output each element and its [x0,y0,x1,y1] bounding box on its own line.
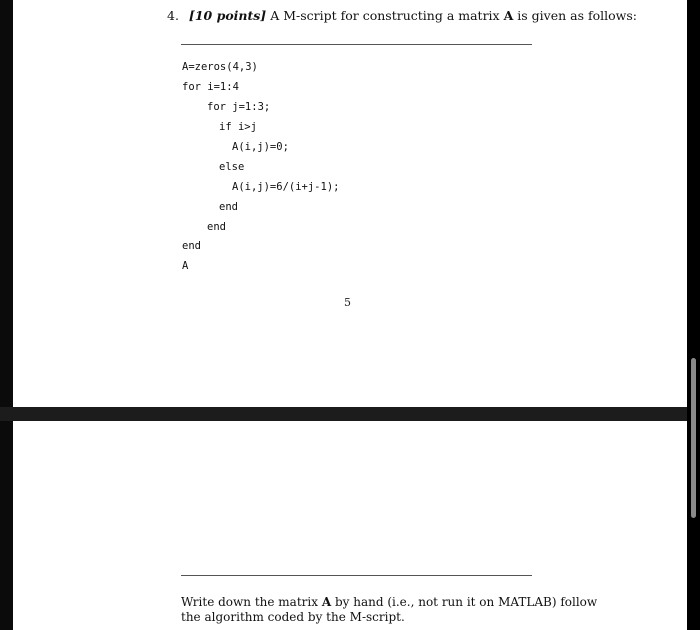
code-line: else [219,161,245,173]
code-line: end [219,201,238,213]
instruction-text-2: by hand (i.e., not run it on MATLAB) follow [334,595,598,609]
instruction-paragraph [181,595,598,625]
question-number: 4. [167,8,179,23]
question-matrix-name: A [503,8,514,23]
page-5 [13,0,687,407]
instruction-line-1 [181,595,598,610]
code-line: A=zeros(4,3) [182,61,258,73]
scrollbar-thumb[interactable] [691,358,696,518]
question-text-after: is given as follows: [517,8,637,23]
code-line: if i>j [219,121,257,133]
question-text-before: A M-script for constructing a matrix [270,8,500,23]
instruction-divider [181,575,532,576]
question-points: [10 points] [188,8,267,23]
code-line: A [182,260,189,272]
code-line: for j=1:3; [207,101,271,113]
scrollbar[interactable] [687,0,700,630]
page-number: 5 [344,296,351,309]
code-line: end [182,240,201,252]
question-header [167,8,637,23]
instruction-line-2: the algorithm coded by the M-script. [181,610,405,624]
page-separator [0,407,700,421]
instruction-text-1: Write down the matrix [181,595,318,609]
answer-divider [181,44,532,45]
code-line: for i=1:4 [182,81,239,93]
code-line: A(i,j)=0; [232,141,289,153]
code-line: A(i,j)=6/(i+j-1); [232,181,340,193]
code-line: end [207,221,226,233]
page-6 [13,421,687,630]
instruction-matrix-name: A [321,595,332,609]
